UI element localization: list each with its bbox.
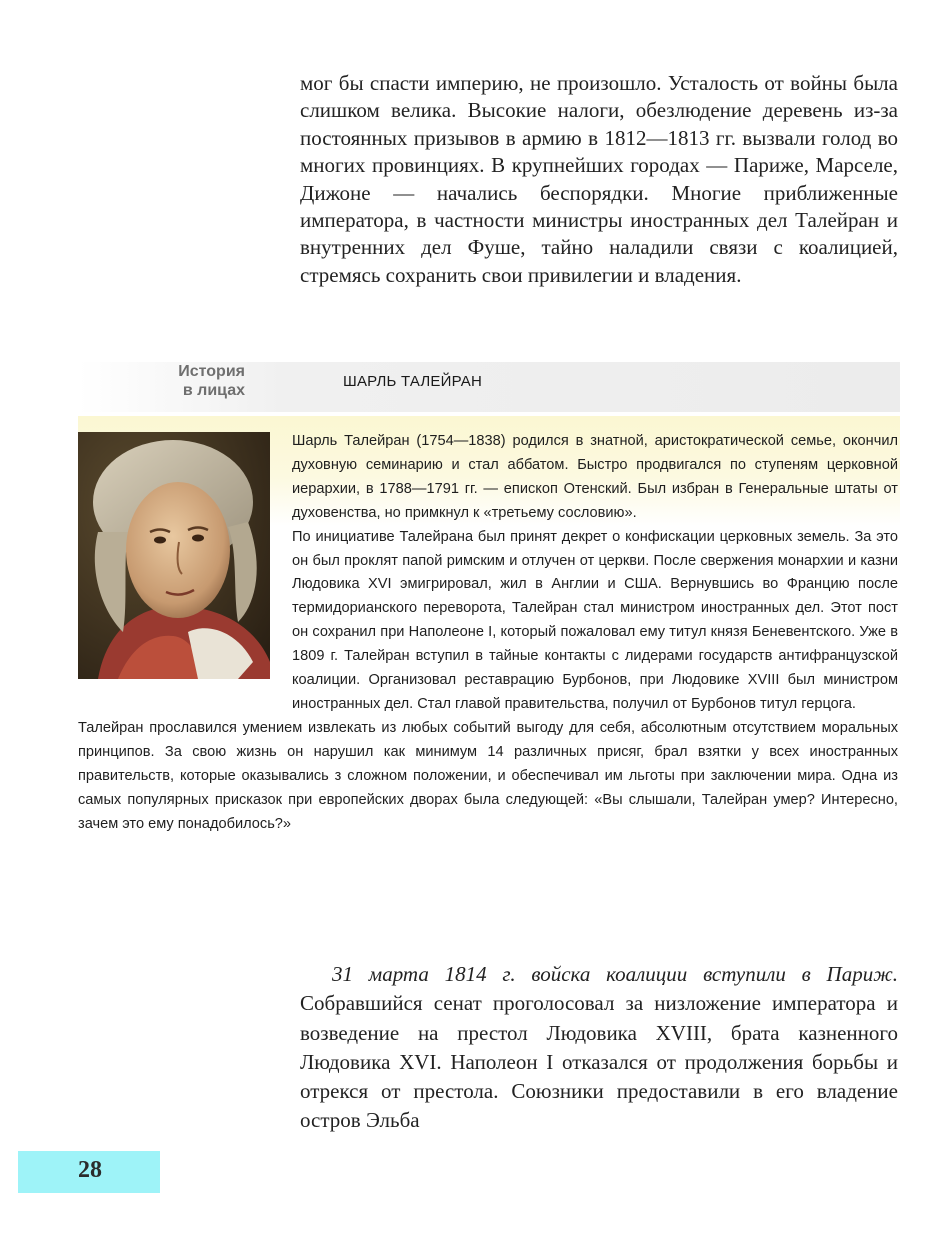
bio-paragraph-2: По инициативе Талейрана был принят декрет о конфискации церковных земель. За это он был проклят папой римским и отлучен от церкви. После свержения монархии и казни Людовика XVI эмигрировал, жил в Англии и США. Вернувшись во Францию после термидорианского переворота, Талейран стал министром иностранных дел. Этот пост он сохранил при Наполеоне I, который пожаловал ему титул князя Беневентского. Уже в 1809 г. Талейран вступил в тайные контакты с лидерами государств антифранцузской коалиции. Организовал реставрацию Бурбонов, при Людовике XVIII был министром иностранных дел. Стал главой правительства, получил от Бурбонов титул герцога. bbox=[292, 528, 898, 712]
section-title: ШАРЛЬ ТАЛЕЙРАН bbox=[343, 373, 483, 390]
section-tag bbox=[130, 362, 245, 400]
section-tag-line1: История bbox=[178, 363, 245, 380]
bio-paragraph-1: Шарль Талейран (1754—1838) родился в знатной, аристократической семье, окончил духовную семинарию и стал аббатом. Быстро продвигался по ступеням церковной иерархии, в 1788—1791 гг. — епископ Отенский. Был избран в Генеральные штаты от духовенства, но примкнул к «третьему сословию». bbox=[292, 433, 898, 521]
portrait-float-spacer bbox=[78, 430, 292, 702]
bio-text bbox=[78, 430, 898, 836]
page-number: 28 bbox=[78, 1157, 102, 1183]
bottom-paragraph-rest: Собравшийся сенат проголосовал за низложение императора и возведение на престол Людовика XVIII, брата казненного Людовика XVI. Наполеон I отказался от продолжения борьбы и отрекся от престола. Союзники предоставили в его владение остров Эльба bbox=[300, 991, 898, 1133]
bottom-italic-lead: 31 марта 1814 г. войска коалиции вступили в Париж. bbox=[332, 962, 898, 986]
bio-paragraph-3: Талейран прославился умением извлекать из любых событий выгоду для себя, абсолютным отсутствием моральных принципов. За свою жизнь он нарушил как минимум 14 различных присяг, брал взятки у всех иностранных правительств, которые оказывались з сложном положении, и обеспечивал им льготы при заключении мира. Одна из самых популярных присказок при европейских дворах была следующей: «Вы слышали, Талейран умер? Интересно, зачем это ему понадобилось?» bbox=[78, 719, 898, 832]
bottom-paragraph bbox=[300, 960, 898, 1136]
section-tag-line2: в лицах bbox=[182, 382, 245, 399]
bottom-paragraph-body bbox=[300, 960, 898, 1136]
top-paragraph: мог бы спасти империю, не произошло. Усталость от войны была слишком велика. Высокие налоги, обезлюдение деревень из-за постоянных призывов в армию в 1812—1813 гг. вызвали голод во многих провинциях. В крупнейших городах — Париже, Марселе, Дижоне — начались беспорядки. Многие приближенные императора, в частности министры иностранных дел Талейран и внутренних дел Фуше, тайно наладили связи с коалицией, стремясь сохранить свои привилегии и владения. bbox=[300, 71, 898, 287]
